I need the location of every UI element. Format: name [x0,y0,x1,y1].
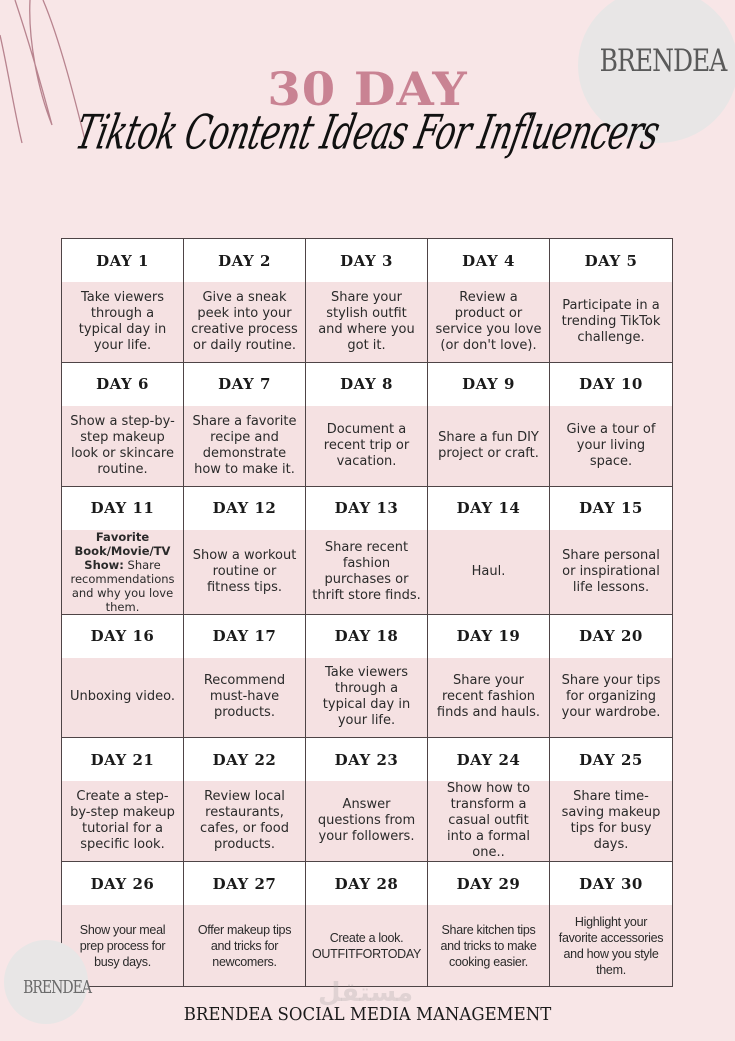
day-idea: Share a fun DIY project or craft. [428,406,549,486]
day-cell [62,615,184,739]
day-idea: Offer makeup tips and tricks for newcomers. [184,905,305,986]
day-idea: Share your tips for organizing your wardrobe. [550,658,672,738]
day-idea: Create a step-by-step makeup tutorial for a specific look. [62,781,183,861]
day-cell [184,487,306,615]
day-idea: Take viewers through a typical day in your life. [62,282,183,362]
day-cell [550,363,672,487]
day-label: DAY 30 [550,862,672,905]
day-cell [550,862,672,986]
day-cell [184,239,306,363]
day-idea: Share kitchen tips and tricks to make cooking easier. [428,905,549,986]
day-cell [306,862,428,986]
day-label: DAY 2 [184,239,305,282]
day-label: DAY 12 [184,487,305,530]
day-label: DAY 10 [550,363,672,406]
day-idea: Review a product or service you love (or don't love). [428,282,549,362]
day-idea: Share your recent fashion finds and hauls. [428,658,549,738]
day-cell [306,363,428,487]
day-idea: Document a recent trip or vacation. [306,406,427,486]
day-cell [62,363,184,487]
day-label: DAY 11 [62,487,183,530]
day-idea: Show how to transform a casual outfit into a formal one.. [428,781,549,861]
day-label: DAY 25 [550,738,672,781]
page-subtitle: Tiktok Content Ideas For Influencers [71,104,664,160]
page-title: 30 DAY [267,63,468,117]
day-cell [306,487,428,615]
day-cell [428,239,550,363]
day-cell [306,738,428,862]
day-cell [550,487,672,615]
day-label: DAY 24 [428,738,549,781]
day-idea: Highlight your favorite accessories and how you style them. [550,905,672,986]
day-idea: Answer questions from your followers. [306,781,427,861]
day-label: DAY 26 [62,862,183,905]
day-cell [306,239,428,363]
day-cell [62,738,184,862]
day-idea: Share a favorite recipe and demonstrate how to make it. [184,406,305,486]
day-cell [428,487,550,615]
day-idea [62,530,183,614]
day-idea: Give a sneak peek into your creative process or daily routine. [184,282,305,362]
day-cell [428,738,550,862]
day-label: DAY 6 [62,363,183,406]
day-cell [428,363,550,487]
day-idea: Unboxing video. [62,658,183,738]
day-cell [184,615,306,739]
idea-heading: Favorite Book/Movie/TV Show: [74,529,171,572]
day-cell [550,615,672,739]
day-idea: Share personal or inspirational life lessons. [550,530,672,614]
day-label: DAY 13 [306,487,427,530]
day-idea: Haul. [428,530,549,614]
day-label: DAY 29 [428,862,549,905]
day-label: DAY 4 [428,239,549,282]
day-label: DAY 8 [306,363,427,406]
watermark: مستقل [318,978,414,1008]
brand-logo-text: BRENDEA [599,42,727,79]
day-idea: Show a workout routine or fitness tips. [184,530,305,614]
day-label: DAY 14 [428,487,549,530]
day-cell [428,862,550,986]
day-idea: Share time-saving makeup tips for busy days. [550,781,672,861]
day-cell [62,487,184,615]
day-idea: Take viewers through a typical day in your life. [306,658,427,738]
day-idea: Show a step-by-step makeup look or skincare routine. [62,406,183,486]
day-idea: Share your stylish outfit and where you got it. [306,282,427,362]
day-label: DAY 3 [306,239,427,282]
day-cell [550,239,672,363]
footer-brand: BRENDEA SOCIAL MEDIA MANAGEMENT [183,1004,552,1025]
day-label: DAY 28 [306,862,427,905]
day-cell [184,363,306,487]
day-label: DAY 16 [62,615,183,658]
day-label: DAY 27 [184,862,305,905]
day-label: DAY 21 [62,738,183,781]
day-label: DAY 17 [184,615,305,658]
day-idea: Recommend must-have products. [184,658,305,738]
day-cell [306,615,428,739]
day-cell [184,738,306,862]
day-label: DAY 18 [306,615,427,658]
day-label: DAY 23 [306,738,427,781]
day-label: DAY 22 [184,738,305,781]
day-label: DAY 7 [184,363,305,406]
brand-logo-text: BRENDEA [23,978,91,998]
day-idea: Participate in a trending TikTok challenge. [550,282,672,362]
day-cell [184,862,306,986]
day-cell [62,239,184,363]
idea-text: Share recommendations and why you love them. [70,557,175,614]
day-cell [428,615,550,739]
day-label: DAY 20 [550,615,672,658]
day-idea: Share recent fashion purchases or thrift store finds. [306,530,427,614]
day-idea: Create a look. OUTFITFORTODAY [306,905,427,986]
day-label: DAY 1 [62,239,183,282]
content-calendar-grid [61,238,673,987]
day-idea: Review local restaurants, cafes, or food products. [184,781,305,861]
day-label: DAY 5 [550,239,672,282]
day-label: DAY 19 [428,615,549,658]
day-label: DAY 15 [550,487,672,530]
day-idea: Show your meal prep process for busy days. [62,905,183,986]
day-label: DAY 9 [428,363,549,406]
day-idea: Give a tour of your living space. [550,406,672,486]
day-cell [550,738,672,862]
